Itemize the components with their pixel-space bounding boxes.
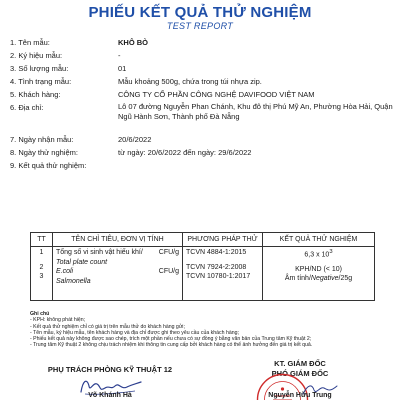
right-signatory-name: Nguyễn Hữu Trung [268, 392, 332, 399]
note-line: - Trung tâm Kỹ thuật 2 không chịu trách nhiệm khi thông tin cung cấp bởi khách hàng có thể ảnh hưởng đến giá trị kết quả. [30, 342, 313, 349]
indicator-cell [53, 247, 183, 301]
field-label: 9. Kết quả thử nghiệm: [10, 161, 87, 170]
field-customer [10, 89, 395, 102]
field-label: 4. Tình trạng mẫu: [10, 77, 72, 86]
notes-section [30, 311, 380, 349]
field-label: 6. Địa chỉ: [10, 103, 44, 112]
report-title: PHIẾU KẾT QUẢ THỬ NGHIỆM [88, 4, 312, 21]
field-label: 1. Tên mẫu: [10, 38, 50, 47]
header-result: KẾT QUẢ THỬ NGHIỆM [263, 233, 375, 247]
header-indicator: TÊN CHỈ TIÊU, ĐƠN VỊ TÍNH [53, 233, 183, 247]
field-received-date [10, 134, 395, 147]
result-cell [263, 247, 375, 301]
method-2: TCVN 7924-2:2008 [186, 263, 247, 271]
table-header-row [31, 233, 375, 247]
field-value: Mẫu khoảng 500g, chứa trong túi nhựa zip. [118, 77, 262, 86]
field-test-result-heading [10, 160, 395, 173]
field-sample-code [10, 50, 395, 63]
field-label: 7. Ngày nhận mẫu: [10, 135, 74, 144]
result-2: KPH/ND (< 10) [295, 265, 342, 273]
field-value: từ ngày: 20/6/2022 đến ngày: 29/6/2022 [118, 148, 252, 157]
field-value: 20/6/2022 [118, 135, 152, 144]
tt-2: 2 [39, 263, 44, 271]
field-sample-quantity [10, 63, 395, 76]
tt-3: 3 [39, 273, 44, 280]
field-value: Lô 07 đường Nguyễn Phan Chánh, Khu đô thị Phú Mỹ An, Phường Hòa Hải, Quận Ngũ Hành Sơn, Thành phố Đà Nẵng [118, 102, 393, 121]
field-label: 8. Ngày thử nghiệm: [10, 148, 78, 157]
field-sample-condition [10, 76, 395, 89]
tt-1: 1 [39, 249, 44, 256]
result-3: Âm tính/Negative/25g [284, 275, 353, 283]
table-row [31, 247, 375, 301]
field-sample-name [10, 37, 395, 50]
header-method: PHƯƠNG PHÁP THỬ [183, 233, 263, 247]
right-signatory-subtitle: PHÓ GIÁM ĐỐC [271, 369, 329, 378]
right-signatory-title: KT. GIÁM ĐỐC [274, 359, 326, 368]
field-value: CÔNG TY CỔ PHẦN CÔNG NGHỆ DAVIFOOD VIỆT NAM [118, 90, 315, 99]
field-value: - [118, 51, 121, 60]
tt-cell [31, 247, 53, 301]
field-value: KHÔ BÒ [118, 38, 148, 47]
indicator-name: Tổng số vi sinh vật hiếu khí/ [56, 249, 143, 256]
field-address [10, 102, 395, 128]
note-line: - Kết quả thử nghiệm chỉ có giá trị trên mẫu thử do khách hàng gửi; [30, 323, 185, 330]
results-table [30, 232, 375, 301]
field-test-date [10, 147, 395, 160]
field-label: 3. Số lượng mẫu: [10, 64, 69, 73]
notes-heading: Ghi chú [30, 311, 50, 317]
field-value: 01 [118, 64, 127, 73]
sample-info-fields [10, 37, 395, 173]
indicator-name: Salmonella [56, 277, 91, 285]
indicator-unit: CFU/g [158, 268, 179, 275]
method-1: TCVN 4884-1:2015 [186, 249, 247, 256]
method-cell [183, 247, 263, 301]
indicator-unit: CFU/g [158, 249, 179, 256]
header-tt: TT [31, 233, 53, 247]
indicator-2 [56, 267, 179, 277]
report-subtitle: TEST REPORT [166, 21, 234, 31]
indicator-name: E.coli [56, 268, 74, 275]
left-signatory-title: PHỤ TRÁCH PHÒNG KỸ THUẬT 12 [47, 365, 173, 374]
indicator-1 [56, 248, 179, 258]
note-line: - Phiếu kết quả này không được sao chép, trích một phần nếu chưa có sự đồng ý bằng văn bản của Trung tâm Kỹ thuật 2; [30, 336, 312, 343]
method-3: TCVN 10780-1:2017 [186, 273, 251, 280]
field-label: 5. Khách hàng: [10, 90, 61, 99]
note-line: - Tên mẫu, ký hiệu mẫu, tên khách hàng và địa chỉ được ghi theo yêu cầu của khách hàng; [30, 329, 239, 336]
result-1: 6,3 x $10^3$ [304, 249, 333, 259]
indicator-name-en: Total plate count [56, 258, 108, 266]
left-signatory-name: Võ Khánh Hà [88, 392, 132, 399]
indicator-3 [56, 277, 179, 287]
note-line: - KPH: không phát hiện; [30, 317, 86, 324]
field-label: 2. Ký hiệu mẫu: [10, 51, 63, 60]
